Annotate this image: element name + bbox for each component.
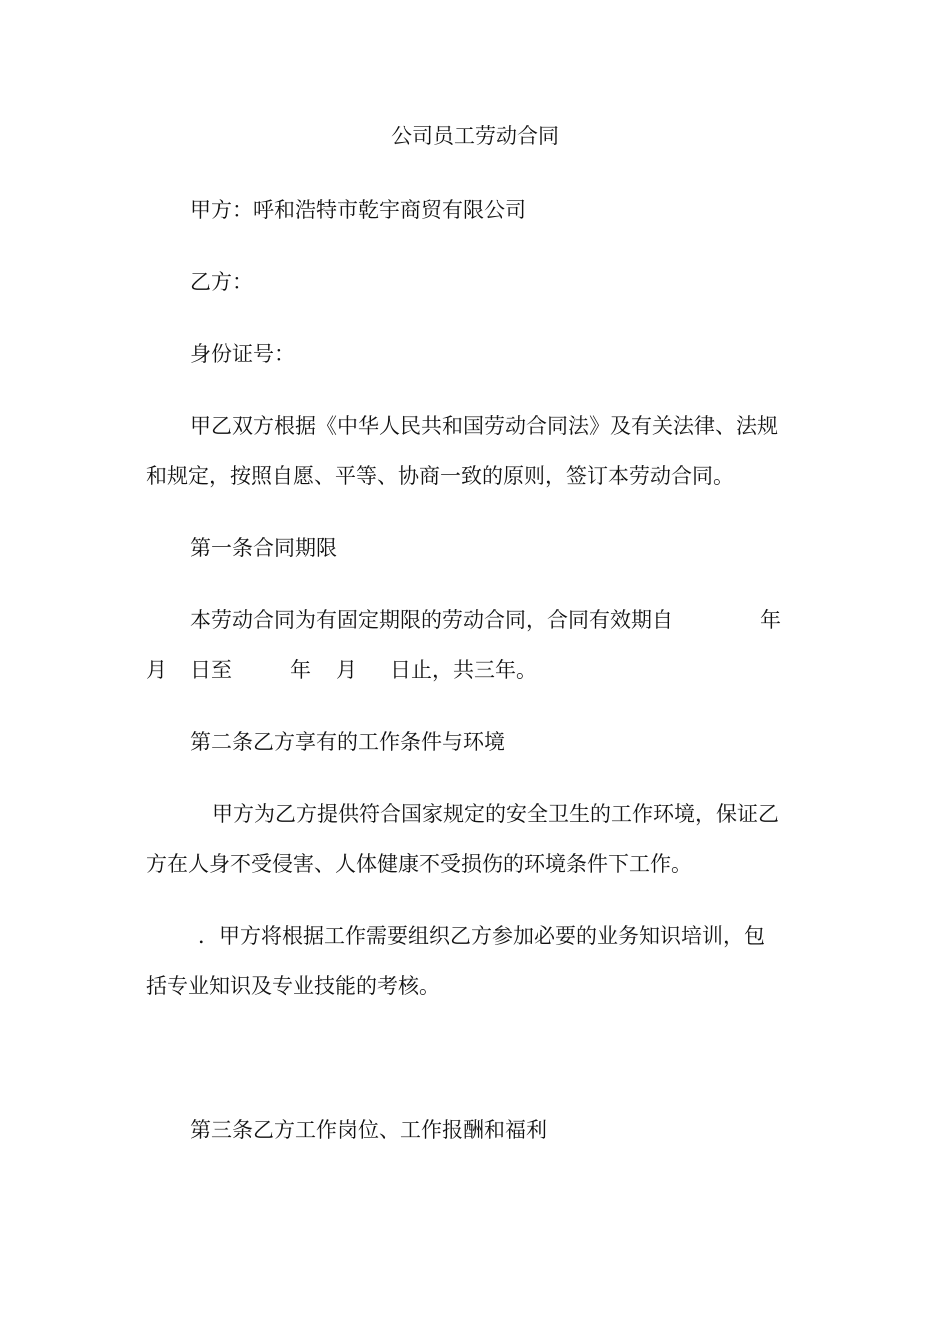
- article3-heading: 第三条乙方工作岗位、工作报酬和福利: [190, 1118, 547, 1142]
- article1-line-1-year: 年: [760, 608, 781, 632]
- article2-p1-line-2: 方在人身不受侵害、人体健康不受损伤的环境条件下工作。: [146, 852, 692, 876]
- article2-p2-line-2: 括专业知识及专业技能的考核。: [146, 974, 440, 998]
- article2-p2-line-1: ．甲方将根据工作需要组织乙方参加必要的业务知识培训，包: [198, 924, 765, 948]
- article1-line-2-day-to: 日至: [190, 658, 232, 682]
- article2-p1-line-1: 甲方为乙方提供符合国家规定的安全卫生的工作环境，保证乙: [212, 802, 779, 826]
- preamble-line-2: 和规定，按照自愿、平等、协商一致的原则，签订本劳动合同。: [146, 464, 734, 488]
- party-a-line: 甲方：呼和浩特市乾宇商贸有限公司: [190, 198, 526, 222]
- party-b-line: 乙方：: [190, 270, 253, 294]
- article2-heading: 第二条乙方享有的工作条件与环境: [190, 730, 505, 754]
- id-number-line: 身份证号：: [190, 342, 295, 366]
- article1-line-2-end: 日止，共三年。: [390, 658, 537, 682]
- article1-line-2-month2: 月: [336, 658, 357, 682]
- article1-line-2-month: 月: [146, 658, 167, 682]
- document-title: 公司员工劳动合同: [391, 124, 559, 148]
- article1-heading: 第一条合同期限: [190, 536, 337, 560]
- article1-line-1-text: 本劳动合同为有固定期限的劳动合同，合同有效期自: [190, 608, 673, 632]
- article1-line-2-year: 年: [290, 658, 311, 682]
- preamble-line-1: 甲乙双方根据《中华人民共和国劳动合同法》及有关法律、法规: [190, 414, 778, 438]
